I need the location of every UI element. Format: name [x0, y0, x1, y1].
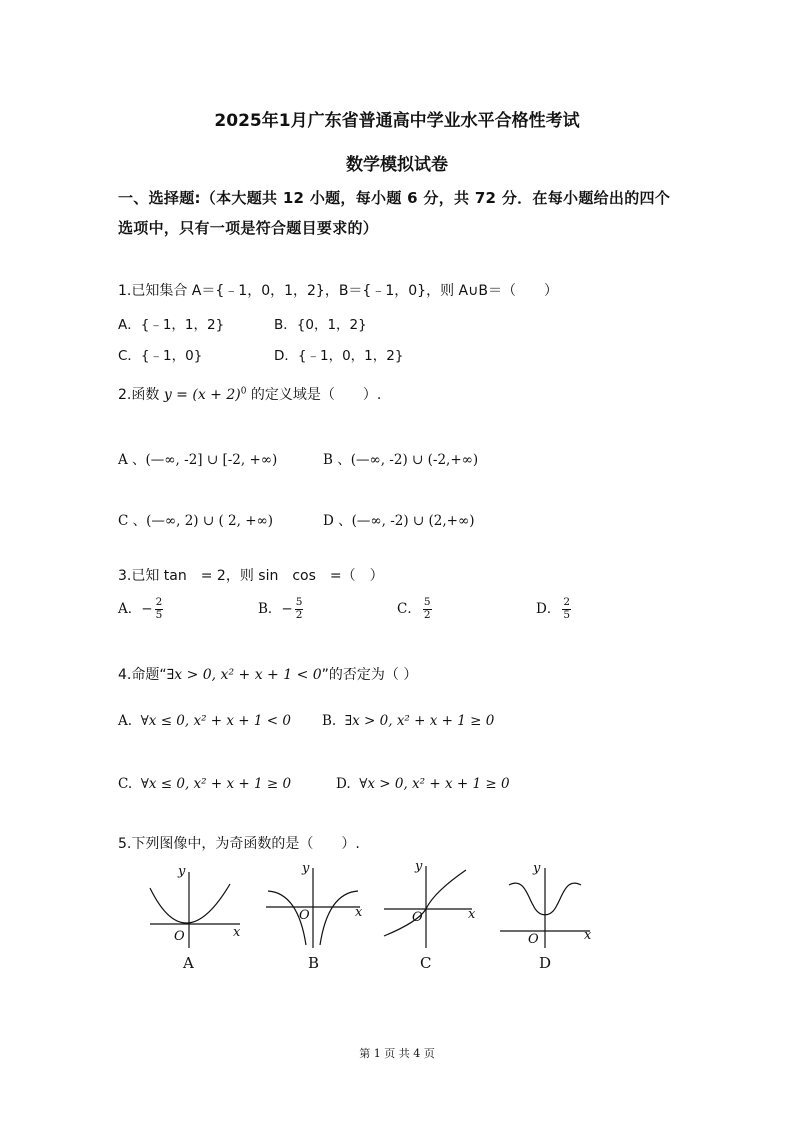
question-stem-suffix: ”的否定为（ ）	[321, 667, 418, 683]
q2-option-a: A 、(—∞, -2] ∪ [-2, +∞)	[118, 452, 278, 468]
graph-b	[266, 861, 363, 972]
q1-option-c: C．{﹣1，0}	[118, 348, 203, 364]
q2-option-b: B 、(—∞, -2) ∪ (-2,+∞)	[323, 452, 479, 468]
option-formula: ∀x > 0, x² + x + 1 ≥ 0	[359, 776, 510, 792]
option-label: D．	[536, 601, 561, 617]
option-label: D.	[336, 776, 351, 792]
fraction-denominator: 2	[423, 609, 431, 621]
question-formula: ∃x > 0, x² + x + 1 < 0	[166, 667, 322, 683]
curve	[384, 870, 466, 936]
fraction-numerator: 2	[155, 596, 163, 609]
y-axis-label: y	[415, 859, 423, 874]
graph-label: B	[308, 954, 320, 972]
curve	[150, 884, 230, 923]
option-label: B.	[322, 713, 337, 729]
option-label: C.	[118, 776, 133, 792]
question-number: 2.	[118, 387, 132, 403]
origin-label: O	[299, 908, 310, 923]
fraction-denominator: 2	[295, 609, 303, 621]
origin-label: O	[412, 910, 423, 925]
option-formula: ∃x > 0, x² + x + 1 ≥ 0	[344, 713, 495, 729]
page-footer: 第 1 页 共 4 页	[359, 1047, 435, 1060]
origin-label: O	[174, 929, 185, 944]
option-label: C．	[397, 601, 421, 617]
question-number: 1.	[118, 283, 132, 299]
graph-d	[500, 861, 592, 972]
question-stem-suffix: 的定义域是（ ）.	[246, 387, 382, 403]
question-stem-prefix: 命题“	[131, 667, 167, 683]
fraction-numerator: 2	[563, 596, 571, 609]
y-axis-label: y	[533, 861, 541, 876]
fraction-denominator: 5	[563, 609, 571, 621]
page-title: 2025年1月广东省普通高中学业水平合格性考试	[214, 111, 580, 131]
q2-option-c: C 、(—∞, 2) ∪ ( 2, +∞)	[118, 513, 274, 529]
x-axis-label: x	[355, 905, 363, 920]
question-stem: 已知集合 A＝{﹣1，0，1，2}，B＝{﹣1，0}，则 A∪B＝（ ）	[131, 283, 558, 299]
q1-option-b: B．{0，1，2}	[274, 317, 367, 333]
option-sign: −	[141, 601, 153, 617]
graph-label: A	[183, 954, 194, 972]
question-stem-prefix: 函数	[131, 387, 164, 403]
origin-label: O	[528, 932, 539, 947]
option-label: A.	[118, 713, 133, 729]
option-label: B．	[258, 601, 282, 617]
graph-label: C	[420, 954, 432, 972]
graph-label: D	[539, 954, 552, 972]
option-label: A．	[118, 601, 142, 617]
q1-option-d: D．{﹣1，0，1，2}	[274, 348, 404, 364]
x-axis-label: x	[233, 925, 241, 940]
graph-a	[150, 864, 241, 972]
q1-option-a: A．{﹣1，1，2}	[118, 317, 225, 333]
fraction-numerator: 5	[423, 596, 431, 609]
question-stem: 下列图像中，为奇函数的是（ ）.	[131, 836, 360, 852]
question-number: 3.	[118, 568, 132, 584]
question-number: 4.	[118, 667, 132, 683]
section-heading-line2: 选项中，只有一项是符合题目要求的）	[118, 219, 379, 237]
question-stem: 已知 tan = 2，则 sin cos =（ ）	[131, 568, 384, 584]
option-sign: −	[281, 601, 293, 617]
x-axis-label: x	[468, 907, 476, 922]
question-number: 5.	[118, 836, 132, 852]
graph-c	[384, 859, 476, 972]
fraction-numerator: 5	[295, 596, 303, 609]
y-axis-label: y	[302, 861, 310, 876]
curve-right	[320, 891, 358, 945]
x-axis-label: x	[584, 928, 592, 943]
page-subtitle: 数学模拟试卷	[346, 155, 448, 175]
option-formula: ∀x ≤ 0, x² + x + 1 ≥ 0	[140, 776, 292, 792]
question-formula: y = (x + 2)	[163, 387, 241, 403]
section-heading-line1: 一、选择题:（本大题共 12 小题，每小题 6 分，共 72 分．在每小题给出的四个	[118, 189, 671, 207]
formula-exponent: 0	[240, 386, 247, 397]
fraction-denominator: 5	[155, 609, 163, 621]
q2-option-d: D 、(—∞, -2) ∪ (2,+∞)	[323, 513, 475, 529]
option-formula: ∀x ≤ 0, x² + x + 1 < 0	[140, 713, 291, 729]
y-axis-label: y	[178, 864, 186, 879]
